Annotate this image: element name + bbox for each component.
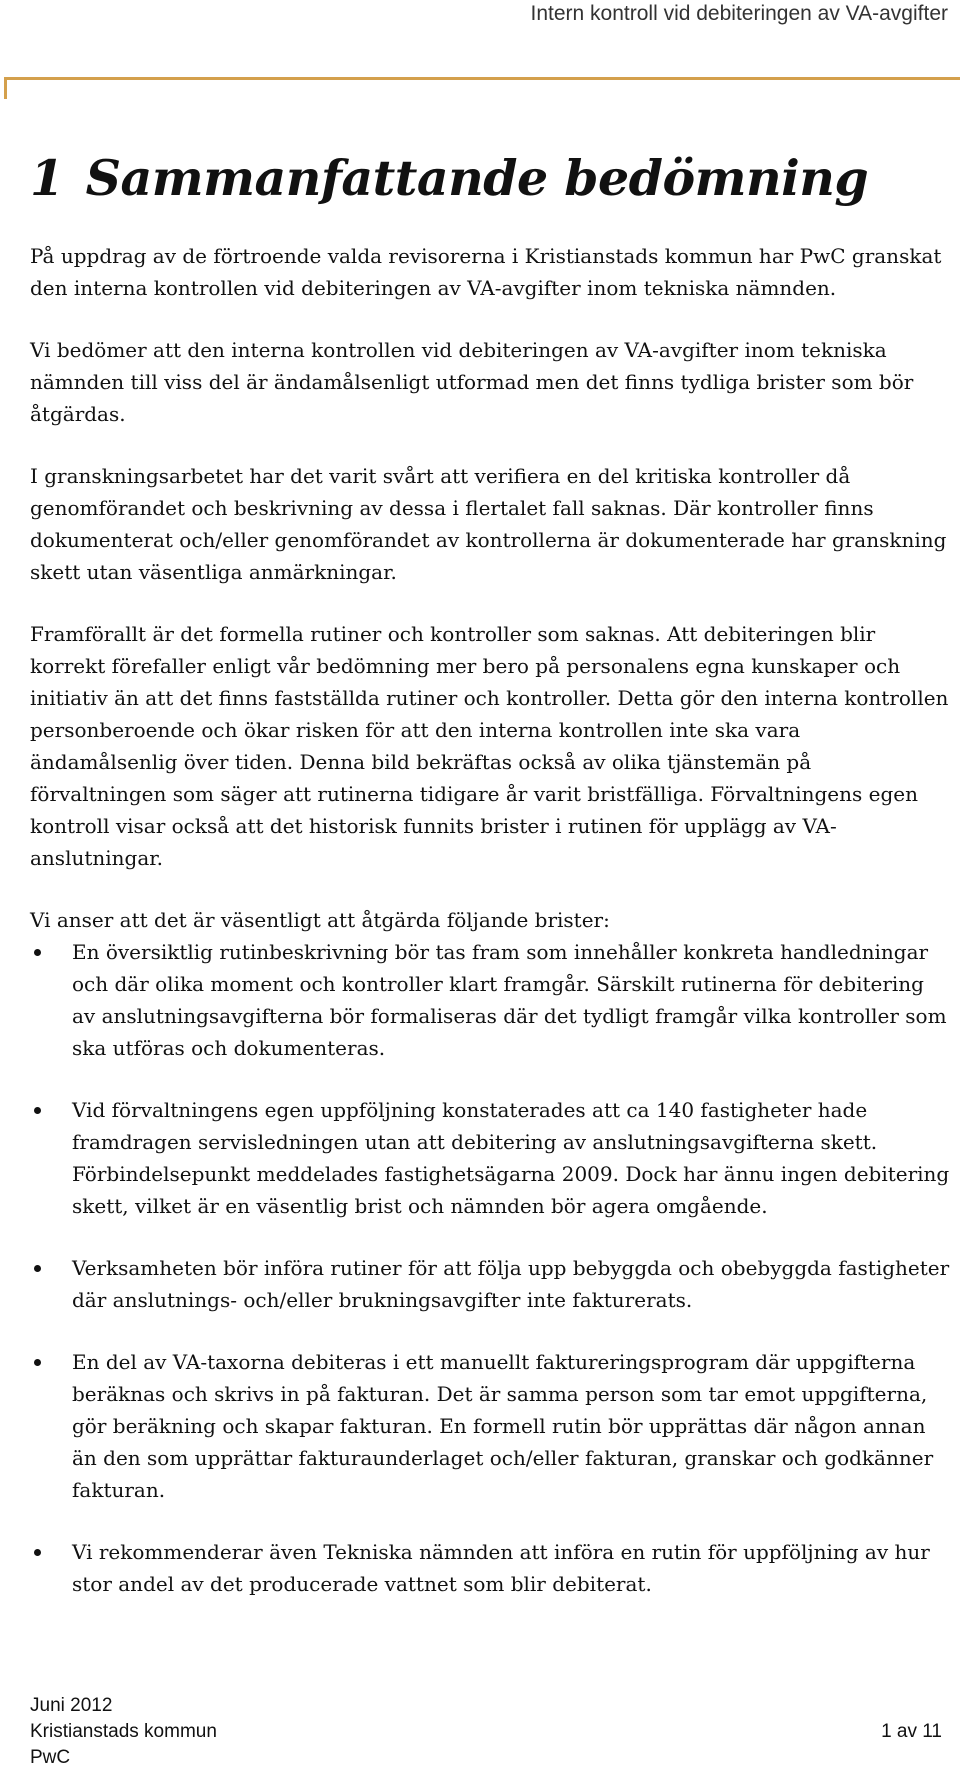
paragraph: I granskningsarbetet har det varit svårt att verifiera en del kritiska kontroller då genomförandet och beskrivning av dessa i flertalet fall saknas. Där kontroller finns dokumenterat och/eller genomförandet av kontrollerna är dokumenterade har granskning skett utan väsentliga anmärkningar. (30, 464, 947, 584)
header-rule-corner (4, 77, 7, 99)
paragraph: På uppdrag av de förtroende valda revisorerna i Kristianstads kommun har PwC granskat den interna kontrollen vid debiteringen av VA-avgifter inom tekniska nämnden. (30, 244, 942, 300)
list-item (30, 936, 950, 1064)
bullet-icon (34, 1359, 41, 1366)
recommendation-list (30, 936, 950, 1600)
section-title: Sammanfattande bedömning (85, 149, 869, 207)
list-item (30, 1346, 950, 1506)
section-heading (30, 148, 950, 208)
paragraph: Framförallt är det formella rutiner och kontroller som saknas. Att debiteringen blir korrekt förefaller enligt vår bedömning mer bero på personalens egna kunskaper och initiativ än att det finns fastställda rutiner och kontroller. Detta gör den interna kontrollen personberoende och ökar risken för att den interna kontrollen inte ska vara ändamålsenlig över tiden. Denna bild bekräftas också av olika tjänstemän på förvaltningen som säger att rutinerna tidigare år varit bristfälliga. Förvaltningens egen kontroll visar också att det historisk funnits brister i rutinen för upplägg av VA-anslutningar. (30, 622, 949, 870)
list-item-text: En del av VA-taxorna debiteras i ett manuellt faktureringsprogram där uppgifterna beräknas och skrivs in på fakturan. Det är samma person som tar emot uppgifterna, gör beräkning och skapar fakturan. En formell rutin bör upprättas där någon annan än den som upprättar fakturaunderlaget och/eller fakturan, granskar och godkänner fakturan. (72, 1350, 934, 1502)
list-item (30, 1094, 950, 1222)
list-item (30, 1536, 950, 1600)
page-footer (30, 1693, 950, 1771)
list-item-text: Verksamheten bör införa rutiner för att följa upp bebyggda och obebyggda fastigheter där anslutnings- och/eller brukningsavgifter inte fakturerats. (72, 1256, 950, 1312)
list-intro: Vi anser att det är väsentligt att åtgärda följande brister: (30, 908, 610, 932)
footer-date: Juni 2012 (30, 1695, 113, 1716)
header-rule (4, 77, 960, 80)
bullet-icon (34, 949, 41, 956)
document-body (30, 148, 950, 1630)
section-number: 1 (30, 149, 64, 207)
list-item (30, 1252, 950, 1316)
bullet-icon (34, 1107, 41, 1114)
footer-company: PwC (30, 1747, 71, 1768)
list-item-text: En översiktlig rutinbeskrivning bör tas fram som innehåller konkreta handledningar och där olika moment och kontroller klart framgår. Särskilt rutinerna för debitering av anslutningsavgifterna bör formaliseras där det tydligt framgår vilka kontroller som ska utföras och dokumenteras. (72, 940, 947, 1060)
list-item-text: Vi rekommenderar även Tekniska nämnden att införa en rutin för uppföljning av hur stor andel av det producerade vattnet som blir debiterat. (72, 1540, 930, 1596)
bullet-icon (34, 1549, 41, 1556)
footer-organization: Kristianstads kommun (30, 1721, 217, 1742)
list-item-text: Vid förvaltningens egen uppföljning konstaterades att ca 140 fastigheter hade framdragen servisledningen utan att debitering av anslutningsavgifterna skett. Förbindelsepunkt meddelades fastighetsägarna 2009. Dock har ännu ingen debitering skett, vilket är en väsentlig brist och nämnden bör agera omgående. (72, 1098, 950, 1218)
bullet-icon (34, 1265, 41, 1272)
paragraph: Vi bedömer att den interna kontrollen vid debiteringen av VA-avgifter inom tekniska nämnden till viss del är ändamålsenligt utformad men det finns tydliga brister som bör åtgärdas. (30, 338, 914, 426)
running-header-title: Intern kontroll vid debiteringen av VA-avgifter (530, 2, 948, 25)
page-number: 1 av 11 (881, 1721, 942, 1742)
